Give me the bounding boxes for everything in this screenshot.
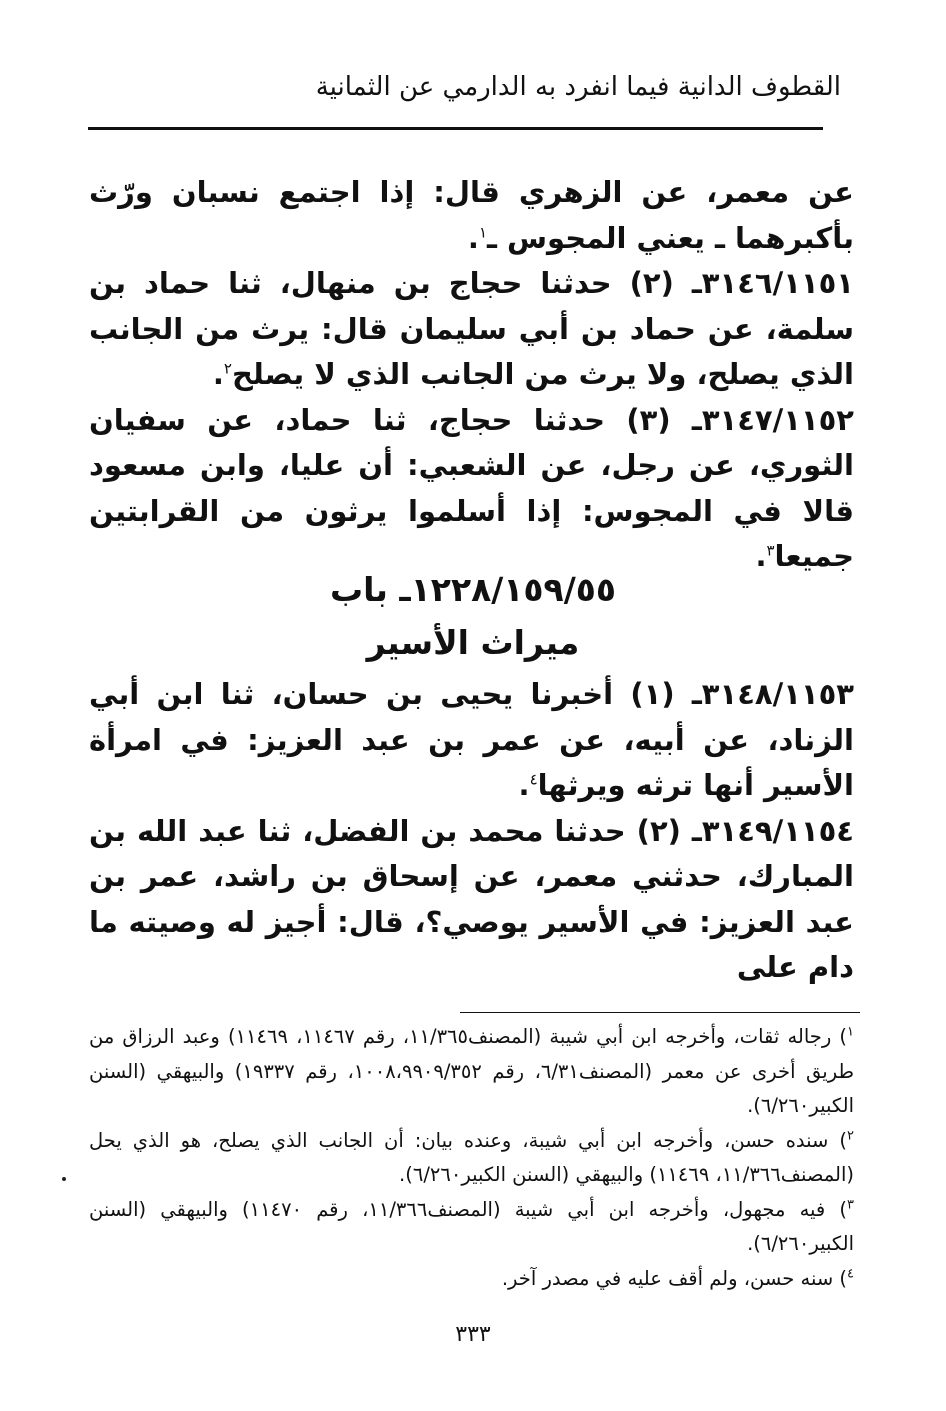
paragraph-text: ٣١٤٦/١١٥١ـ (٢) حدثنا حجاج بن منهال، ثنا حماد بن سلمة، عن حماد بن أبي سليمان قال: يرث من الجانب الذي يصلح، ولا يرث من الجانب الذي لا يصلح [89, 266, 854, 391]
page-number: ٣٣٣ [455, 1322, 491, 1347]
paragraph-text: ٣١٤٨/١١٥٣ـ (١) أخبرنا يحيى بن حسان، ثنا ابن أبي الزناد، عن أبيه، عن عمر بن عبد العزيز: في امرأة الأسير أنها ترثه ويرثها [89, 677, 854, 802]
paragraph: ٣١٤٦/١١٥١ـ (٢) حدثنا حجاج بن منهال، ثنا حماد بن سلمة، عن حماد بن أبي سليمان قال: يرث من الجانب الذي يصلح، ولا يرث من الجانب الذي لا يصلح$^٢$. [89, 266, 854, 391]
footnote-text: سنده حسن، وأخرجه ابن أبي شيبة، وعنده بيان: أن الجانب الذي يصلح، هو الذي يحل (المصنف١١/٣٦٦، ١١٤٦٩) والبيهقي (السنن الكبير٦/٢٦٠). [89, 1128, 854, 1186]
footnote-ref: ٢ [223, 359, 232, 378]
paragraph [89, 809, 854, 991]
running-title: القطوف الدانية فيما انفرد به الدارمي عن الثمانية [315, 72, 841, 102]
footnote-mark: ٤ [847, 1266, 854, 1281]
body-text-bottom [89, 672, 854, 991]
footnote-separator [460, 1012, 860, 1013]
footnote-ref: ٤ [529, 770, 538, 789]
footnotes [89, 1020, 854, 1296]
paragraph: ٣١٤٨/١١٥٣ـ (١) أخبرنا يحيى بن حسان، ثنا ابن أبي الزناد، عن أبيه، عن عمر بن عبد العزيز: في امرأة الأسير أنها ترثه ويرثها$^٤$. [89, 677, 854, 802]
scan-dot [62, 1177, 66, 1181]
chapter-title: ميراث الأسير [366, 623, 580, 662]
header-rule [88, 127, 823, 130]
footnote-mark: ٢ [847, 1128, 854, 1143]
footnote-ref: ١ [478, 222, 488, 241]
paragraph-text: عن معمر، عن الزهري قال: إذا اجتمع نسبان ورّث بأكبرهما ـ يعني المجوس ـ [89, 175, 854, 255]
footnote-mark: ١ [847, 1024, 854, 1040]
footnote-text: رجاله ثقات، وأخرجه ابن أبي شيبة (المصنف١١/٣٦٥، رقم ١١٤٦٧، ١١٤٦٩) وعبد الرزاق من طريق أخرى عن معمر (المصنف٦/٣١، رقم ١٠٠٨،٩٩٠٩/٣٥٢، رقم ١٩٣٣٧) والبيهقي (السنن الكبير٦/٢٦٠). [89, 1025, 854, 1117]
footnote: $^٢$) سنده حسن، وأخرجه ابن أبي شيبة، وعنده بيان: أن الجانب الذي يصلح، هو الذي يحل (المصنف١١/٣٦٦، ١١٤٦٩) والبيهقي (السنن الكبير٦/٢٦٠). [89, 1128, 854, 1186]
paragraph: ٣١٤٧/١١٥٢ـ (٣) حدثنا حجاج، ثنا حماد، عن سفيان الثوري، عن رجل، عن الشعبي: أن عليا، وابن مسعود قالا في المجوس: إذا أسلموا يرثون من القرابتين جميعا$^٣$. [89, 402, 855, 573]
paragraph-text: ٣١٤٧/١١٥٢ـ (٣) حدثنا حجاج، ثنا حماد، عن سفيان الثوري، عن رجل، عن الشعبي: أن عليا، وابن مسعود قالا في المجوس: إذا أسلموا يرثون من القرابتين جميعا [89, 402, 855, 573]
body-text-top [89, 170, 854, 580]
paragraph: عن معمر، عن الزهري قال: إذا اجتمع نسبان ورّث بأكبرهما ـ يعني المجوس ـ$^١$. [89, 175, 854, 255]
footnote-text: فيه مجهول، وأخرجه ابن أبي شيبة (المصنف١١/٣٦٦، رقم ١١٤٧٠) والبيهقي (السنن الكبير٦/٢٦٠). [89, 1197, 854, 1255]
paragraph-text: ٣١٤٩/١١٥٤ـ (٢) حدثنا محمد بن الفضل، ثنا عبد الله بن المبارك، حدثني معمر، عن إسحاق بن راشد، عمر بن عبد العزيز: في الأسير يوصي؟، قال: أجيز له وصيته ما دام على [89, 813, 855, 984]
footnote-text: سنه حسن، ولم أقف عليه في مصدر آخر. [501, 1266, 834, 1290]
footnote-ref: ٣ [766, 541, 775, 560]
footnote: $^١$) رجاله ثقات، وأخرجه ابن أبي شيبة (المصنف١١/٣٦٥، رقم ١١٤٦٧، ١١٤٦٩) وعبد الرزاق من طريق أخرى عن معمر (المصنف٦/٣١، رقم ١٠٠٨،٩٩٠٩/٣٥٢، رقم ١٩٣٣٧) والبيهقي (السنن الكبير٦/٢٦٠). [89, 1024, 854, 1117]
footnote: $^٣$) فيه مجهول، وأخرجه ابن أبي شيبة (المصنف١١/٣٦٦، رقم ١١٤٧٠) والبيهقي (السنن الكبير٦/٢٦٠). [89, 1197, 854, 1255]
footnote: $^٤$) سنه حسن، ولم أقف عليه في مصدر آخر. [501, 1266, 854, 1290]
chapter-number: ١٢٢٨/١٥٩/٥٥ـ باب [329, 570, 617, 609]
footnote-mark: ٣ [847, 1197, 854, 1212]
